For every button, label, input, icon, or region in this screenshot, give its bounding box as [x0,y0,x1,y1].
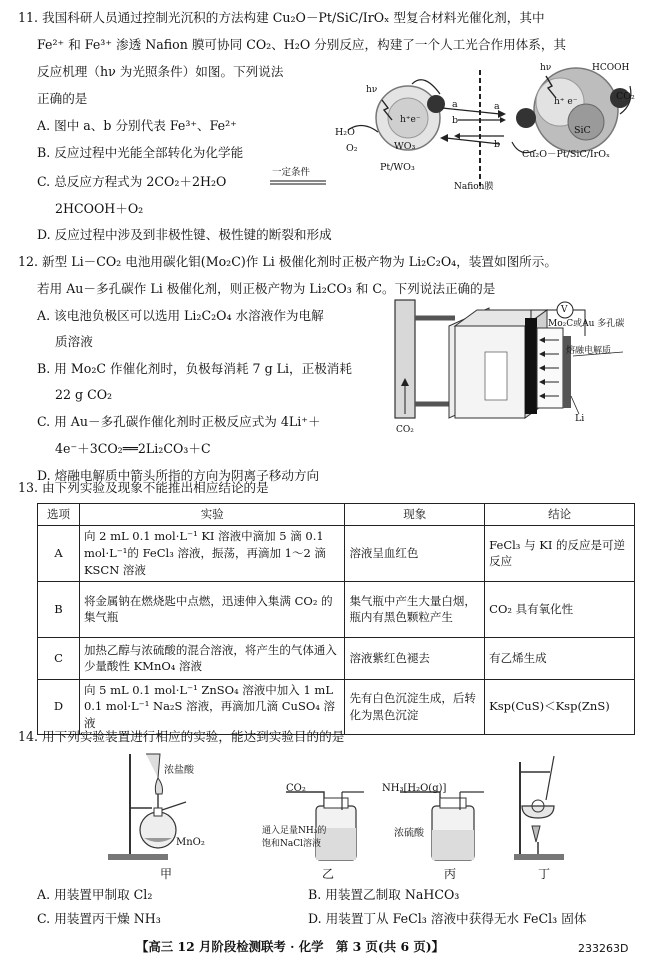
q11-fig-b-right: b [494,139,501,150]
q14-label-bing: 丙 [444,867,457,881]
svg-text:h⁺ e⁻: h⁺ e⁻ [554,97,578,107]
q14-label-ding: 丁 [538,867,551,881]
q11-fig-wo3: WO₃ [394,141,416,152]
q12-option-c-line1: C. 用 Au－多孔碳作催化剂时正极反应式为 4Li⁺＋ [37,414,321,429]
q11-fig-hcooh: HCOOH [592,63,630,73]
q12-option-a-line2: 质溶液 [55,334,93,349]
header-experiment: 实验 [79,504,345,526]
q11-fig-a-right: a [494,101,500,112]
q14-label-conc-hcl: 浓盐酸 [164,765,194,776]
q13-stem: 13. 由下列实验及现象不能推出相应结论的是 [18,480,269,495]
q14-label-nacl-sat: 饱和NaCl溶液 [262,839,322,849]
header-option: 选项 [38,504,80,526]
q11-fig-h2o: H₂O [335,127,355,138]
q14-label-yi: 乙 [322,867,335,881]
row-d-phenomenon: 先有白色沉淀生成，后转化为黑色沉淀 [345,679,485,734]
q11-fig-hv-left: hν [366,85,378,95]
footer-page-info: 【高三 12 月阶段检测联考 · 化学 第 3 页(共 6 页)】 [136,939,445,954]
svg-text:h⁺e⁻: h⁺e⁻ [400,115,421,125]
q14-label-co2: CO₂ [286,783,306,794]
q12-fig-co2-label: CO₂ [396,425,414,435]
q12-option-b-line2: 22 g CO₂ [55,387,113,402]
q12-fig-voltmeter: V [561,305,568,315]
q11-fig-hv-right: hν [540,63,552,73]
q11-option-c-part2: 2HCOOH＋O₂ [55,201,144,216]
q11-option-c-part1: C. 总反应方程式为 2CO₂＋2H₂O [37,174,227,189]
q11-condition-arrow [268,177,330,187]
q11-fig-sic: SiC [574,125,591,136]
row-b-experiment: 将金属钠在燃烧匙中点燃，迅速伸入集满 CO₂ 的集气瓶 [79,581,345,637]
header-conclusion: 结论 [485,504,635,526]
q14-label-mno2: MnO₂ [176,837,205,848]
q11-fig-a-left: a [452,99,458,110]
q14-apparatus-ding [500,752,580,864]
row-a-conclusion: FeCl₃ 与 KI 的反应是可逆反应 [485,525,635,581]
q11-stem-line2: Fe²⁺ 和 Fe³⁺ 渗透 Nafion 膜可协同 CO₂、H₂O 分别反应，构建了一个人工光合作用体系，其 [37,37,567,52]
q11-stem-line4: 正确的是 [37,91,88,106]
q14-label-nh3-in: NH₃[H₂O(g)] [382,783,447,794]
q11-mechanism-figure [330,60,648,200]
row-c-phenomenon: 溶液紫红色褪去 [345,637,485,679]
q14-option-b: B. 用装置乙制取 NaHCO₃ [308,887,460,902]
q13-table [37,503,635,735]
q12-option-d: D. 熔融电解质中箭头所指的方向为阴离子移动方向 [37,468,320,483]
header-phenomenon: 现象 [345,504,485,526]
row-d-option: D [38,679,80,734]
row-d-experiment: 向 5 mL 0.1 mol·L⁻¹ ZnSO₄ 溶液中加入 1 mL 0.1 mol·L⁻¹ Na₂S 溶液，再滴加几滴 CuSO₄ 溶液 [79,679,345,734]
q14-label-conc-h2so4: 浓硫酸 [394,828,424,839]
q11-option-a: A. 图中 a、b 分别代表 Fe³⁺、Fe²⁺ [37,118,237,133]
row-c-option: C [38,637,80,679]
q11-stem-line3: 反应机理（hν 为光照条件）如图。下列说法 [37,64,284,79]
row-a-option: A [38,525,80,581]
q11-option-d: D. 反应过程中涉及到非极性键、极性键的断裂和形成 [37,227,332,242]
q11-option-c-condition: 一定条件 [272,167,311,178]
q14-option-d: D. 用装置丁从 FeCl₃ 溶液中获得无水 FeCl₃ 固体 [308,911,587,926]
q12-option-c-line2: 4e⁻＋3CO₂══2Li₂CO₃＋C [55,441,211,456]
q12-fig-li-label: Li [575,413,585,424]
table-row [38,525,635,581]
q14-option-c: C. 用装置丙干燥 NH₃ [37,911,161,926]
row-a-experiment: 向 2 mL 0.1 mol·L⁻¹ KI 溶液中滴加 5 滴 0.1 mol·L⁻¹的 FeCl₃ 溶液，振荡，再滴加 1～2 滴 KSCN 溶液 [79,525,345,581]
row-c-conclusion: 有乙烯生成 [485,637,635,679]
q11-fig-catalyst: Cu₂O－Pt/SiC/IrOₓ [522,149,611,160]
q14-label-jia: 甲 [160,867,173,881]
q14-stem: 14. 用下列实验装置进行相应的实验，能达到实验目的的是 [18,729,345,744]
q12-option-b-line1: B. 用 Mo₂C 作催化剂时，负极每消耗 7 g Li，正极消耗 [37,361,352,376]
row-d-conclusion: Ksp(CuS)＜Ksp(ZnS) [485,679,635,734]
footer-code: 233263D [578,942,629,955]
row-a-phenomenon: 溶液呈血红色 [345,525,485,581]
q14-apparatus-bing [392,786,492,866]
q12-fig-catalyst-label: Mo₂C或Au 多孔碳 [548,319,625,329]
row-b-conclusion: CO₂ 具有氧化性 [485,581,635,637]
row-c-experiment: 加热乙醇与浓硫酸的混合溶液，将产生的气体通入少量酸性 KMnO₄ 溶液 [79,637,345,679]
q11-stem-line1: 11. 我国科研人员通过控制光沉积的方法构建 Cu₂O－Pt/SiC/IrOₓ 型复合材料光催化剂，其中 [18,10,545,25]
q12-stem-line1: 12. 新型 Li－CO₂ 电池用碳化钼(Mo₂C)作 Li 极催化剂时正极产物为 Li₂C₂O₄，装置如图所示。 [18,254,557,269]
q14-label-nh3-sat: 通入足量NH₃的 [262,826,327,836]
q11-fig-pt-wo3: Pt/WO₃ [380,162,415,173]
q11-fig-o2: O₂ [346,143,358,154]
table-row [38,679,635,734]
row-b-phenomenon: 集气瓶中产生大量白烟，瓶内有黑色颗粒产生 [345,581,485,637]
row-b-option: B [38,581,80,637]
q11-option-b: B. 反应过程中光能全部转化为化学能 [37,145,244,160]
table-row [38,581,635,637]
table-header-row [38,504,635,526]
q12-option-a-line1: A. 该电池负极区可以选用 Li₂C₂O₄ 水溶液作为电解 [37,308,324,323]
table-row [38,637,635,679]
q14-option-a: A. 用装置甲制取 Cl₂ [37,887,153,902]
q11-fig-b-left: b [452,115,459,126]
q11-fig-co2: CO₂ [616,91,635,102]
q12-fig-electrolyte-label: 熔融电解质 [566,346,612,356]
q12-stem-line2: 若用 Au－多孔碳作 Li 极催化剂，则正极产物为 Li₂CO₃ 和 C。下列说法正确的是 [37,281,496,296]
q12-battery-figure [385,296,645,438]
q11-fig-nafion: Nafion膜 [454,182,494,192]
